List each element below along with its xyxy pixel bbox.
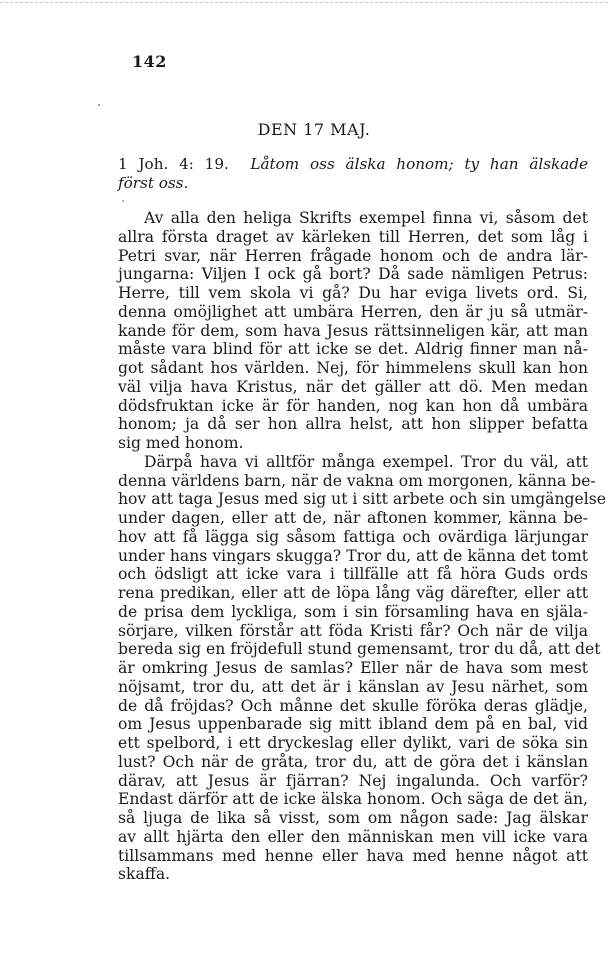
verse-text-1: Låtom oss älska honom; ty han älskade — [250, 155, 589, 173]
page-number: 142 — [132, 52, 167, 71]
text-line: jungarna: Viljen I ock gå bort? Då sade nämligen Petrus: — [118, 265, 588, 284]
text-line: hov att få lägga sig såsom fattiga och ovärdiga lärjungar — [118, 527, 588, 546]
text-line: allra första draget av kärleken till Herren, det som låg i — [118, 227, 588, 246]
text-line: sig med honom. — [118, 434, 244, 452]
text-line: och ödsligt att icke vara i tillfälle att få höra Guds ords — [118, 565, 588, 584]
verse-text-2: först oss. — [118, 173, 189, 192]
verse-line-1 — [118, 155, 588, 174]
text-line: de prisa dem lyckliga, som i sin församling hava en själa- — [118, 602, 588, 621]
text-line: Endast därför att de icke älska honom. Och säga de det än, — [118, 790, 588, 809]
text-line: Petri svar, när Herren frågade honom och de andra lär- — [118, 246, 588, 265]
text-line: under dagen, eller att de, när aftonen kommer, känna be- — [118, 509, 588, 527]
text-line: honom; ja då ser hon allra helst, att hon slipper befatta — [118, 415, 588, 434]
text-line: måste vara blind för att icke se det. Aldrig finner man nå- — [118, 340, 588, 359]
text-line: därav, att Jesus är fjärran? Nej ingalunda. Och varför? — [118, 771, 588, 790]
text-line: hov att taga Jesus med sig ut i sitt arbete och sin umgängelse — [118, 490, 606, 509]
top-scan-edge — [0, 2, 608, 4]
text-line: sörjare, vilken förstår att föda Kristi får? Och när de vilja — [118, 621, 588, 640]
text-line: Av alla den heliga Skrifts exempel finna vi, såsom det — [144, 209, 588, 227]
text-line: skaffa. — [118, 865, 171, 884]
text-line: om Jesus uppenbarade sig mitt ibland dem på en bal, vid — [118, 715, 588, 734]
text-line: väl vilja hava Kristus, när det gäller att dö. Men medan — [118, 377, 588, 396]
body-text — [118, 209, 606, 884]
verse-reference: 1 Joh. 4: 19. — [118, 155, 229, 173]
text-line: de då fröjdas? Och månne det skulle föröka deras glädje, — [118, 696, 588, 715]
text-line: denna omöjlighet att umbära Herren, den är ju så utmär- — [118, 302, 588, 321]
text-line: kande för dem, som hava Jesus rättsinneligen kär, att man — [118, 321, 588, 340]
text-line: Därpå hava vi alltför många exempel. Tror du väl, att — [144, 452, 588, 471]
text-line: bereda sig en fröjdefull stund gemensamt, tror du då, att det — [118, 640, 601, 659]
text-line: dödsfruktan icke är för handen, nog kan hon då umbära — [118, 396, 588, 415]
text-line: denna världens barn, när de vakna om morgonen, känna be- — [118, 471, 596, 490]
text-line: got sådant hos världen. Nej, för himmelens skull kan hon — [118, 359, 588, 377]
text-line: lust? Och när de gråta, tror du, att de göra det i känslan — [118, 752, 588, 771]
page-title: DEN 17 MAJ. — [257, 120, 371, 139]
text-line: tillsammans med henne eller hava med henne något att — [118, 846, 588, 865]
text-line: av allt hjärta den eller den människan men vill icke vara — [118, 827, 588, 846]
scan-speck — [122, 200, 124, 202]
text-line: är omkring Jesus de samlas? Eller när de hava som mest — [118, 659, 588, 677]
text-line: nöjsamt, tror du, att det är i känslan av Jesu närhet, som — [118, 677, 588, 696]
text-line: Herre, till vem skola vi gå? Du har eviga livets ord. Si, — [118, 284, 588, 302]
text-line: så ljuga de lika så visst, som om någon sade: Jag älskar — [118, 809, 588, 827]
text-line: rena predikan, eller att de löpa lång väg därefter, eller att — [118, 584, 588, 602]
scan-speck — [98, 104, 100, 106]
scripture-verse — [118, 155, 588, 193]
text-line: under hans vingars skugga? Tror du, att de känna det tomt — [118, 546, 588, 565]
text-line: ett spelbord, i ett dryckeslag eller dylikt, vari de söka sin — [118, 734, 588, 752]
